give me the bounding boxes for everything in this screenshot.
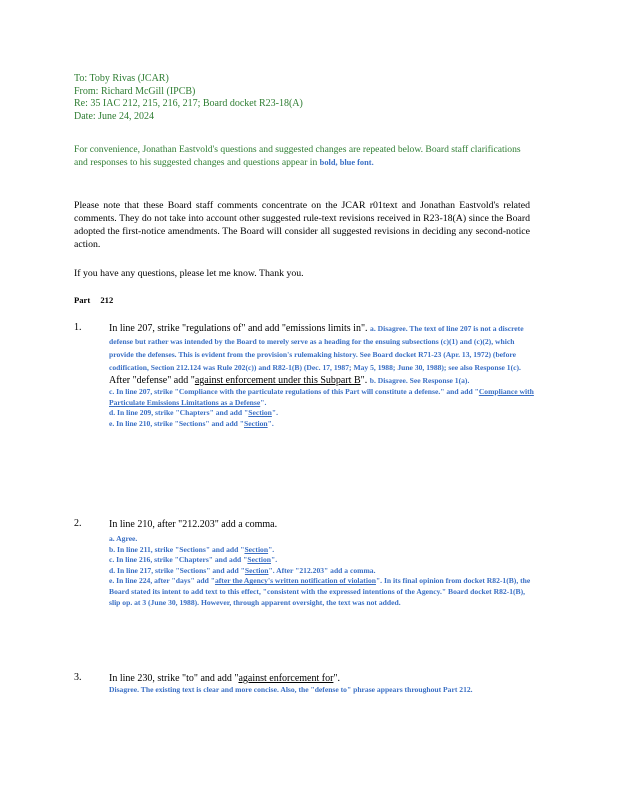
item-main-end: ". <box>333 673 341 684</box>
sub-d-underlined: Section <box>248 408 272 418</box>
part-heading: Part 212 <box>74 295 114 305</box>
sub-c-text: c. In line 216, strike "Chapters" and add " <box>109 555 248 565</box>
item-main-underlined: against enforcement for <box>238 673 334 684</box>
intro-blue-font-note: bold, blue font <box>319 158 372 167</box>
item-response: Disagree. The existing text is clear and more concise. Also, the "defense to" phrase appears throughout Part 212. <box>109 685 473 694</box>
sub-b-underlined: Section <box>244 544 269 554</box>
intro-period: . <box>371 158 374 167</box>
sub-e-underlined: Section <box>244 418 268 428</box>
sub-c-underlined: Compliance with Particulate Emissions Limitations as a Defense <box>109 387 534 407</box>
item-response-b: b. Disagree. See Response 1(a). <box>369 376 470 385</box>
item-sub-e <box>109 419 534 430</box>
sub-d-end: ". <box>271 408 278 418</box>
item-number: 1. <box>74 322 82 333</box>
item-main-text: In line 230, strike "to" and add " <box>109 673 239 684</box>
item-sub-a: a. Agree. <box>109 534 138 543</box>
item-main-after: After "defense" add " <box>109 375 195 386</box>
memo-re: Re: 35 IAC 212, 215, 216, 217; Board docket R23-18(A) <box>74 98 303 109</box>
sub-d-underlined: Section <box>244 565 269 575</box>
sub-e-text: e. In line 224, after "days" add " <box>109 576 215 586</box>
item-sub-d <box>109 408 534 419</box>
item-body <box>109 322 534 429</box>
sub-b-end: ". <box>268 544 275 554</box>
item-number: 3. <box>74 672 82 683</box>
item-main-underlined: against enforcement under this Subpart B <box>194 375 361 386</box>
sub-c-end: ". <box>260 397 267 407</box>
sub-e-end: ". In its final opinion from docket R82-1(B), the Board stated its intent to add text to this effect, "consistent with the expressed intentions of the Agency." Board docket R82-1(B), slip op. at 3 (June 30, 1988). However, through apparent oversight, the text was not added. <box>109 576 531 607</box>
item-main-text: In line 207, strike "regulations of" and add "emissions limits in". <box>109 323 368 334</box>
sub-e-underlined: after the Agency's written notification of violation <box>214 576 376 586</box>
sub-b-text: b. In line 211, strike "Sections" and add " <box>109 544 245 554</box>
sub-c-underlined: Section <box>247 555 272 565</box>
item-sub-e <box>109 576 534 608</box>
intro-text: For convenience, Jonathan Eastvold's questions and suggested changes are repeated below. Board staff clarifications and responses to his suggested changes and questions appear in <box>74 144 521 168</box>
sub-c-text: c. In line 207, strike "Compliance with the particulate regulations of this Part will constitute a defense." and add " <box>109 387 479 396</box>
item-response-a: a. Disagree. The text of line 207 is not a discrete defense but rather was intended by the Board to merely serve as a heading for the ensuing subsections (c)(1) and (c)(2), which provide the defenses. This is evident from the provision's rulemaking history. See Board docket R71-23 (Apr. 13, 1972) (before codification, Section 212.124 was Rule 202(c)) and R82-1(B) (Dec. 17, 1987; May 5, 1988; June 30, 1988); see also Response 1(c). <box>109 324 524 372</box>
item-main <box>109 322 534 387</box>
item-body <box>109 518 534 608</box>
item-number: 2. <box>74 518 82 529</box>
memo-header <box>74 73 303 123</box>
item-main-end: ". <box>360 375 368 386</box>
item-sub-c <box>109 387 534 408</box>
sub-e-end: ". <box>267 418 274 428</box>
item-sub-c <box>109 555 534 566</box>
sub-c-end: ". <box>271 555 278 565</box>
item-main <box>109 672 534 685</box>
memo-to: To: Toby Rivas (JCAR) <box>74 73 169 84</box>
sub-d-text: d. In line 209, strike "Chapters" and add " <box>109 408 249 418</box>
item-main: In line 210, after "212.203" add a comma. <box>109 519 278 530</box>
intro-paragraph <box>74 143 530 169</box>
sub-d-end: ". After "212.203" add a comma. <box>268 565 376 575</box>
item-sub-b <box>109 545 534 556</box>
item-body <box>109 672 534 696</box>
note-paragraph: Please note that these Board staff comments concentrate on the JCAR r01text and Jonathan Eastvold's related comments. They do not take into account other suggested rule-text revisions received in R23-18(A) since the Board adopted the first-notice amendments. The Board will consider all suggested revisions in deciding any second-notice action. <box>74 200 530 250</box>
sub-d-text: d. In line 217, strike "Sections" and add " <box>109 565 245 575</box>
questions-paragraph: If you have any questions, please let me know. Thank you. <box>74 268 304 279</box>
item-sub-d <box>109 566 534 577</box>
sub-e-text: e. In line 210, strike "Sections" and add " <box>109 418 245 428</box>
memo-date: Date: June 24, 2024 <box>74 110 154 122</box>
memo-from: From: Richard McGill (IPCB) <box>74 85 196 97</box>
